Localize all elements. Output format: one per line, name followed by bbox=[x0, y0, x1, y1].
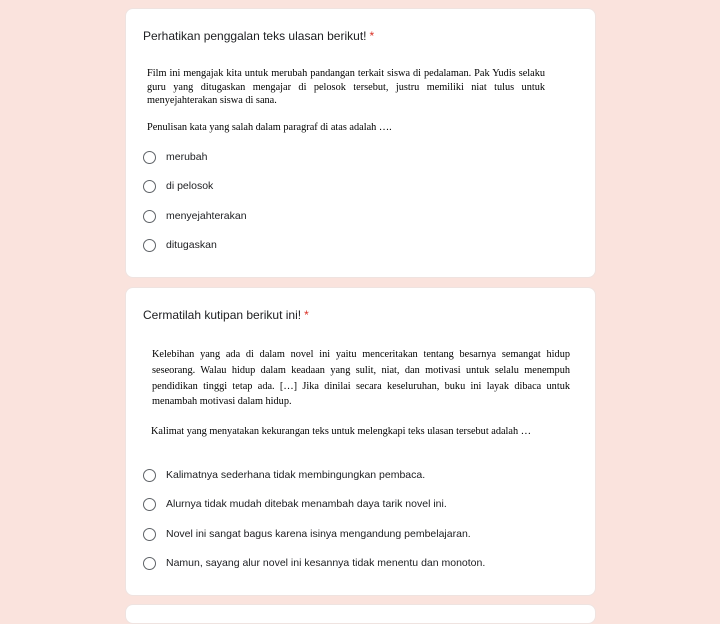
option-ditugaskan[interactable] bbox=[143, 237, 217, 253]
question-card-1 bbox=[125, 8, 596, 278]
passage-text: Kelebihan yang ada di dalam novel ini yaitu menceritakan tentang besarnya semangat hidup seseorang. Walau hidup dalam keadaan yang sulit, niat, dan motivasi untuk selalu menempuh pendidikan tinggi tetap ada. […] Jika dinilai secara keseluruhan, buku ini layak dibaca untuk menambah motivasi dalam hidup. bbox=[152, 349, 570, 408]
option-merubah[interactable] bbox=[143, 149, 207, 165]
question-prompt: Kalimat yang menyatakan kekurangan teks untuk melengkapi teks ulasan tersebut adalah … bbox=[151, 426, 532, 437]
radio-button[interactable] bbox=[143, 528, 156, 541]
question-card-2 bbox=[125, 287, 596, 596]
radio-button[interactable] bbox=[143, 498, 156, 511]
radio-button[interactable] bbox=[143, 210, 156, 223]
option-menyejahterakan[interactable] bbox=[143, 208, 247, 224]
radio-button[interactable] bbox=[143, 180, 156, 193]
option-label: ditugaskan bbox=[166, 239, 217, 251]
option-label: di pelosok bbox=[166, 180, 214, 192]
option-namun-sayang-alur[interactable] bbox=[143, 555, 485, 571]
radio-button[interactable] bbox=[143, 469, 156, 482]
option-kalimatnya-sederhana[interactable] bbox=[143, 467, 425, 483]
radio-button[interactable] bbox=[143, 151, 156, 164]
option-alurnya-tidak-mudah[interactable] bbox=[143, 496, 447, 512]
radio-button[interactable] bbox=[143, 239, 156, 252]
question-prompt: Penulisan kata yang salah dalam paragraf di atas adalah …. bbox=[147, 122, 392, 133]
question-title bbox=[143, 28, 374, 44]
option-label: Namun, sayang alur novel ini kesannya tidak menentu dan monoton. bbox=[166, 557, 486, 569]
option-novel-sangat-bagus[interactable] bbox=[143, 526, 471, 542]
option-label: merubah bbox=[166, 151, 208, 163]
question-title-text: Cermatilah kutipan berikut ini! bbox=[143, 308, 302, 322]
question-title-text: Perhatikan penggalan teks ulasan berikut! bbox=[143, 29, 367, 43]
option-label: Alurnya tidak mudah ditebak menambah daya tarik novel ini. bbox=[166, 498, 447, 510]
option-di-pelosok[interactable] bbox=[143, 178, 213, 194]
required-asterisk: * bbox=[304, 308, 309, 322]
question-card-3-partial bbox=[125, 604, 596, 624]
passage-text: Film ini mengajak kita untuk merubah pandangan terkait siswa di pedalaman. Pak Yudis selaku guru yang ditugaskan mengajar di pelosok tersebut, justru memiliki niat tulus untuk menyejahterakan siswa di sana. bbox=[147, 68, 545, 107]
question-title bbox=[143, 307, 309, 323]
option-label: Novel ini sangat bagus karena isinya mengandung pembelajaran. bbox=[166, 528, 471, 540]
radio-button[interactable] bbox=[143, 557, 156, 570]
option-label: Kalimatnya sederhana tidak membingungkan pembaca. bbox=[166, 469, 426, 481]
option-label: menyejahterakan bbox=[166, 210, 247, 222]
required-asterisk: * bbox=[369, 29, 375, 43]
